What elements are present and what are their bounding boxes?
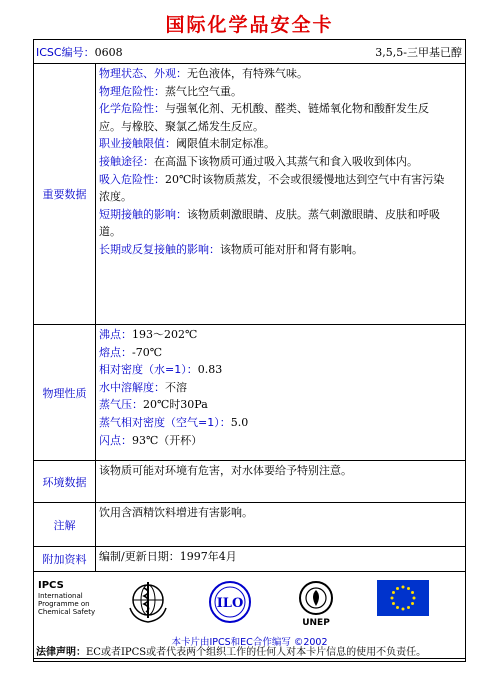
eu-star [396,587,399,590]
physical-item-value: 193～202℃ [132,328,198,341]
physical-item [99,414,462,432]
physical-item-key: 沸点： [99,328,132,341]
notes-text: 饮用含酒精饮料增进有害影响。 [99,506,253,519]
eu-star [413,597,416,600]
physical-properties-row [34,325,465,461]
eu-star [407,606,410,609]
important-data-row [34,64,465,325]
important-item-key: 吸入危险性： [99,172,165,186]
important-item-line [99,65,462,83]
important-item-line [99,135,462,153]
physical-item-value: 不溶 [165,380,187,394]
additional-label: 附加资料 [34,547,96,571]
physical-item-key: 熔点： [99,345,132,359]
physical-item-value: 5.0 [230,415,249,429]
ipcs-line: Programme on [38,600,90,608]
eu-flag-icon [377,580,429,616]
safety-card [33,39,466,662]
eu-star [411,602,414,605]
physical-item-key: 水中溶解度： [99,380,165,394]
physical-item-value: 93℃（开杯） [132,433,203,447]
card-header [34,40,465,64]
who-logo-icon [124,578,172,626]
important-item-value: 道。 [99,225,121,239]
chemical-name: 3,5,5-三甲基已醇 [375,46,462,59]
important-item-key: 物理危险性： [99,84,165,98]
physical-item-key: 蒸气压： [99,398,143,412]
eu-star [411,591,414,594]
unep-logo-icon [292,578,340,618]
important-item-line [99,206,462,224]
physical-item [99,379,462,397]
physical-item-key: 相对密度（水=1）： [99,363,198,377]
important-item-value: 在高温下该物质可通过吸入其蒸气和食入吸收到体内。 [154,154,418,168]
unep-label: UNEP [302,618,330,628]
physical-item [99,396,462,414]
physical-item [99,432,462,450]
physical-item-value: -70℃ [132,345,163,359]
ilo-logo-icon [206,578,254,626]
additional-row [34,547,465,572]
important-item-value: 阈限值未制定标准。 [176,137,275,151]
important-item-line [99,100,462,118]
important-item-line [99,118,462,136]
physical-properties-content [96,325,465,460]
important-item-key: 物理状态、外观： [99,67,187,80]
notes-label: 注解 [34,503,96,546]
ipcs-line: Chemical Safety [38,608,96,616]
icsc-number: 0608 [94,46,123,59]
icsc-label: ICSC编号： [36,46,95,59]
legal-notice [36,643,426,658]
legal-text: EC或者IPCS或者代表两个组织工作的任何人对本卡片信息的使用不负责任。 [86,647,427,658]
important-item-value: 浓度。 [99,190,132,204]
ipcs-logo [38,582,95,616]
important-item-line [99,153,462,171]
physical-item [99,326,462,344]
important-item-value: 该物质可能对肝和肾有影响。 [220,242,363,256]
additional-text: 编制/更新日期：1997年4月 [99,550,237,563]
svg-text:ILO: ILO [216,596,244,611]
important-item-key: 短期接触的影响： [99,207,187,221]
important-item-key: 接触途径： [99,154,154,168]
important-item-value: 无色液体，有特殊气味。 [187,67,308,80]
important-item-line [99,83,462,101]
important-item-value: 与强氧化剂、无机酸、醛类、链烯氧化物和酸酐发生反 [165,102,429,116]
physical-item-key: 蒸气相对密度（空气=1）： [99,415,231,429]
important-item-value: 20℃时该物质蒸发，不会或很缓慢地达到空气中有害污染 [165,172,445,186]
eu-star [402,608,405,611]
eu-star [392,602,395,605]
important-item-key: 长期或反复接触的影响： [99,242,220,256]
physical-item [99,344,462,362]
important-item-line [99,241,462,259]
environment-text: 该物质可能对环境有危害，对水体要给予特别注意。 [99,464,352,477]
important-item-line [99,171,462,189]
eu-star [391,597,394,600]
eu-star [396,606,399,609]
environment-label: 环境数据 [34,461,96,502]
physical-item-key: 闪点： [99,433,132,447]
legal-label: 法律声明： [36,647,86,658]
important-item-value: 该物质刺激眼睛、皮肤。蒸气刺激眼睛、皮肤和呼吸 [187,207,440,221]
card-title: 国际化学品安全卡 [165,14,334,36]
important-item-line [99,223,462,241]
credit-text: 本卡片由IPCS和EC合作编写 ©2002 [171,637,328,648]
important-item-key: 化学危险性： [99,102,165,116]
important-item-value: 应。与橡胶、聚氯乙烯发生反应。 [99,119,264,133]
physical-properties-label: 物理性质 [34,325,96,460]
physical-item-value: 20℃时30Pa [143,398,208,412]
important-data-content [96,64,465,324]
physical-item [99,361,462,379]
eu-star [392,591,395,594]
important-item-line [99,188,462,206]
ipcs-title: IPCS [38,580,64,591]
important-data-label: 重要数据 [34,64,96,324]
physical-item-value: 0.83 [197,363,223,377]
important-item-value: 蒸气比空气重。 [165,84,242,98]
important-item-key: 职业接触限值： [99,137,176,151]
ipcs-line: International [38,592,83,600]
eu-star [402,586,405,589]
eu-star [407,587,410,590]
environment-row [34,461,465,503]
notes-row [34,503,465,547]
